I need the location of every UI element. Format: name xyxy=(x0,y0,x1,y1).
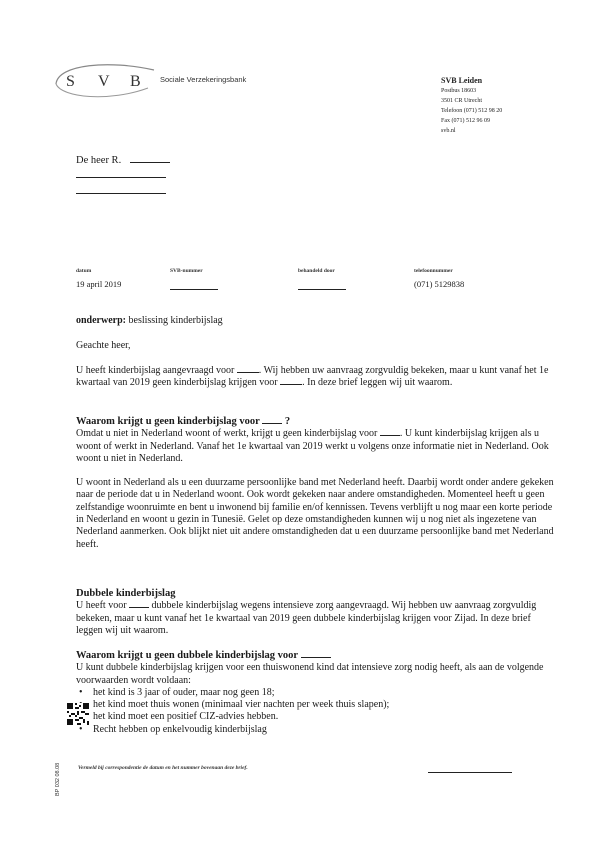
greeting: Geachte heer, xyxy=(76,340,131,351)
date-label: datum xyxy=(76,268,92,274)
section-2-heading: Dubbele kinderbijslag xyxy=(76,588,176,599)
section-1-heading-end: ? xyxy=(284,416,291,427)
section-2 xyxy=(76,588,556,637)
date-value: 19 april 2019 xyxy=(76,279,122,289)
subject-text: beslissing kinderbijslag xyxy=(126,315,223,326)
list-item: • Recht hebben op enkelvoudig kinderbijslag xyxy=(76,724,556,736)
recipient-name: De heer R. xyxy=(76,155,122,166)
logo-letter-v: V xyxy=(98,73,110,90)
office-line: Postbus 18603 xyxy=(441,88,477,94)
section-2-text-1b: dubbele kinderbijslag wegens intensieve zorg aangevraagd. Wij hebben uw aanvraag zorgvuldig bekeken, maar u kunt vanaf het 1e kwartaal van 2019 geen dubbele kinderbijslag krijgen voor Zijad. In deze brief leggen wij uit waarom. xyxy=(76,600,537,636)
intro-text-1: U heeft kinderbijslag aangevraagd voor xyxy=(76,365,235,376)
signature-line xyxy=(428,772,512,773)
section-1-text-1a: Omdat u niet in Nederland woont of werkt, krijgt u geen kinderbijslag voor xyxy=(76,428,378,440)
redacted-blank xyxy=(301,657,331,658)
handled-by-label: behandeld door xyxy=(298,268,335,274)
document-code xyxy=(50,738,62,798)
office-line: Fax (071) 512 96 09 xyxy=(441,118,490,124)
office-line: 3501 CR Utrecht xyxy=(441,98,482,104)
section-1-paragraph-1 xyxy=(76,428,556,465)
svb-logo xyxy=(50,58,160,104)
section-1-text-1b: . U kunt kinderbijslag krijgen als u woont of werkt in Nederland. Vanaf het 1e kwartaal van 2019 werkt u volgens onze informatie niet in Nederland. Ook woont u niet in Nederland. xyxy=(76,428,549,464)
phone-value: (071) 5129838 xyxy=(414,279,465,289)
section-1-heading xyxy=(76,416,556,428)
redacted-blank xyxy=(380,435,400,436)
logo-letter-s: S xyxy=(66,73,75,90)
section-1 xyxy=(76,416,556,551)
redacted-blank xyxy=(262,423,282,424)
handled-by-blank xyxy=(298,289,346,290)
office-name: SVB Leiden xyxy=(441,76,483,85)
redacted-blank xyxy=(280,384,302,385)
intro-text-3: . In deze brief leggen wij uit waarom. xyxy=(302,377,453,389)
list-item: • het kind moet een positief CIZ-advies hebben. xyxy=(76,711,556,723)
section-3-paragraph: U kunt dubbele kinderbijslag krijgen voor een thuiswonend kind dat intensieve zorg nodig heeft, als aan de volgende voorwaarden wordt voldaan: xyxy=(76,662,544,686)
section-3-heading xyxy=(76,650,556,662)
address-blank-line xyxy=(76,177,166,178)
org-name: Sociale Verzekeringsbank xyxy=(160,75,247,84)
document-code-text: BP 032 08.08 xyxy=(55,762,61,796)
svb-number-blank xyxy=(170,289,218,290)
office-line: Telefoon (071) 512 98 20 xyxy=(441,108,503,114)
intro-text-2: . Wij hebben uw aanvraag zorgvuldig bekeken, maar u kunt vanaf het 1e kwartaal van 2019 geen kinderbijslag krijgen voor xyxy=(76,365,549,389)
section-2-text-1a: U heeft voor xyxy=(76,600,127,612)
intro-paragraph xyxy=(76,365,556,390)
footer-note: Vermeld bij correspondentie de datum en het nummer bovenaan deze brief. xyxy=(78,765,248,771)
address-blank-line xyxy=(76,193,166,194)
conditions-list xyxy=(76,687,556,736)
redacted-blank xyxy=(130,162,170,163)
office-line: svb.nl xyxy=(441,128,456,134)
logo-letter-b: B xyxy=(130,73,141,90)
section-1-heading-text: Waarom krijgt u geen kinderbijslag voor xyxy=(76,416,260,427)
qr-code xyxy=(67,703,89,725)
recipient-address xyxy=(76,155,170,166)
redacted-blank xyxy=(237,372,259,373)
section-3-heading-text: Waarom krijgt u geen dubbele kinderbijslag voor xyxy=(76,650,298,661)
svb-number-label: SVB-nummer xyxy=(170,268,203,274)
redacted-blank xyxy=(129,607,149,608)
list-item: • het kind is 3 jaar of ouder, maar nog geen 18; xyxy=(76,687,556,699)
subject-label: onderwerp: xyxy=(76,315,126,326)
section-3 xyxy=(76,650,556,736)
list-item: • het kind moet thuis wonen (minimaal vier nachten per week thuis slapen); xyxy=(76,699,556,711)
section-2-paragraph xyxy=(76,600,556,637)
subject-line xyxy=(76,315,223,326)
phone-label: telefoonnummer xyxy=(414,268,453,274)
office-block xyxy=(441,75,502,136)
section-1-paragraph-2: U woont in Nederland als u een duurzame persoonlijke band met Nederland heeft. Daarbij wordt onder andere gekeken naar de periode dat u in Nederland woont. Ook wordt gekeken naar andere omstandigheden. Momenteel heeft u geen zelfstandige woonruimte en bent u inwonend bij familie en/of kennissen. Tevens verblijft u nog maar een korte periode in Nederland en woont u gezin in Tunesië. Gelet op deze omstandigheden kunnen wij u nog niet als ingezetene van Nederland aanmerken. Ook blijkt niet uit andere omstandigheden dat u een duurzame persoonlijke band met Nederland heeft. xyxy=(76,477,554,550)
